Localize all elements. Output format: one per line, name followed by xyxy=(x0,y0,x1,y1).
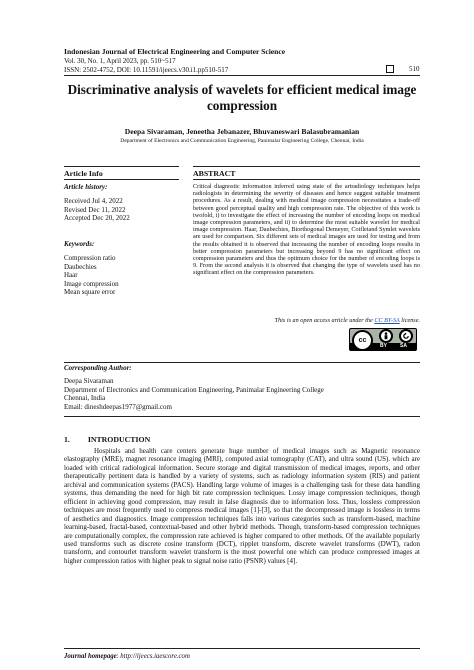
license-badge[interactable] xyxy=(349,328,417,351)
keyword-list xyxy=(64,254,119,297)
by-label: BY xyxy=(380,343,387,349)
author-city: Chennai, India xyxy=(64,394,106,403)
affiliation: Department of Electronics and Communication Engineering, Panimalar Engineering College, Chennai, India xyxy=(120,138,364,144)
open-access-prefix: This is an open access article under the xyxy=(274,317,375,324)
license-link[interactable]: CC BY-SA xyxy=(374,317,400,324)
keyword: Compression ratio xyxy=(64,254,116,262)
volume-line: Vol. 30, No. 1, April 2023, pp. 510~517 xyxy=(64,57,176,65)
share-alike-icon xyxy=(399,329,413,343)
journal-name: Indonesian Journal of Electrical Engineering and Computer Science xyxy=(64,47,286,56)
article-info-heading: Article Info xyxy=(64,169,103,178)
keyword: Mean square error xyxy=(64,288,116,297)
page-number: 510 xyxy=(409,65,420,73)
received-date: Received Jul 4, 2022 xyxy=(64,197,123,205)
homepage-url[interactable]: http://ijeecs.iaescore.com xyxy=(120,653,190,660)
footer-rule xyxy=(64,648,420,649)
cc-icon: cc xyxy=(352,330,373,351)
intro-heading xyxy=(64,435,150,444)
person-icon xyxy=(379,329,393,343)
author-list: Deepa Sivaraman, Jeneetha Jebanazer, Bhuvaneswari Balasubramanian xyxy=(124,127,360,136)
open-access-suffix: license. xyxy=(399,317,420,324)
corresponding-heading: Corresponding Author: xyxy=(64,364,132,372)
abstract-top-rule xyxy=(193,166,420,167)
section-number: 1. xyxy=(64,435,70,444)
author-email[interactable]: Email: dineshdeepas1977@gmail.com xyxy=(64,402,172,411)
author-name: Deepa Sivaraman xyxy=(64,377,114,385)
journal-homepage: Journal homepage: http://ijeecs.iaescore.com xyxy=(64,653,190,660)
keyword: Haar xyxy=(64,271,78,280)
article-info-top-rule xyxy=(64,166,179,167)
corresponding-details xyxy=(64,377,420,411)
title-line-1: Discriminative analysis of wavelets for efficient medical image xyxy=(67,82,417,97)
accepted-date: Accepted Dec 20, 2022 xyxy=(64,214,130,223)
intro-paragraph: Hospitals and health care centers generate huge number of medical images such as Magnetic resonance elastography (MRE), magnet resonance imaging (MRI), computed axial tomography (CAT), and ultra sound (US). which are loaded with critical radiological information. Secure storage and digital transmission of medical images, reports, and other therapeutically pertinent data is handled by a variety of systems, such as radiology information system (RIS) and patient archival and communication systems (PACS). Handling large volume of images is a challenging task for these data handling systems, thus demanding the need for high bit rate compression techniques. Lossy image compression techniques, though efficient in achieving good compression, may result in false diagnosis due to information loss. Thus, lossless compression techniques are most frequently used to compress medical images [1]-[3], so that the decompressed image is lossless in terms of aesthetics and diagnostics. Image compression techniques falls into various categories such as transform-based, machine learning-based, fractal-based, contextual-based and other hybrid methods. Though, transform-based compression techniques are computationally complex, the compression rate achieved is higher compared to other methods. Of the available popularly used transforms such as discrete cosine transform (DCT), ripplet transform, discrete wavelet transforms (DWT), radon transform, and contourlet transform wavelet transform is the most powerful one which can produce compressed images at higher compression ratios with higher peak to signal noise ratio (PSNR) values [4]. xyxy=(64,447,420,565)
corresponding-top-rule xyxy=(64,362,420,363)
title-line-2: compression xyxy=(206,97,278,113)
author-department: Department of Electronics and Communication Engineering, Panimalar Engineering College xyxy=(64,385,324,394)
abstract-heading: ABSTRACT xyxy=(193,169,236,178)
section-title: INTRODUCTION xyxy=(87,435,151,444)
keyword: Daubechies xyxy=(64,262,97,271)
open-access-note xyxy=(193,317,420,324)
keyword: Image compression xyxy=(64,279,119,288)
keywords-heading: Keywords: xyxy=(64,240,95,248)
header-rule xyxy=(64,75,420,76)
article-info-rule xyxy=(64,179,179,180)
corresponding-bottom-rule xyxy=(64,416,420,417)
article-history-heading: Article history: xyxy=(64,183,108,191)
abstract-text: Critical diagnostic information inferred using state of the artradiology techniques helps radiologists in determining the severity of diseases and hence suggest suitable treatment procedures. As a result, dealing with medical image compression necessitates a trade-off between good perceptual quality and high compression rate. The objective of this work is twofold, i) to investigate the effect of increasing the number of encoding loops on medical image compression parameters, and ii) to determine the most suitable wavelet for medical image compression. Haar, Daubechies, Biorthogonal Demeyer, Coifletand Symlet wavelets are used for comparison. Six different sets of medical images are used for testing and from the results obtained it is observed that increasing the number of encoding loops results in better compression parameters but increasing beyond 9 has no significant effect on compression parameters and thus the optimum choice for the number of encoding loops is 9. From the second analysis it is observed that changing the type of wavelets used has no significant effect on the compression parameters. xyxy=(193,183,420,277)
paper-title xyxy=(64,82,420,113)
revised-date: Revised Dec 11, 2022 xyxy=(64,205,126,214)
square-icon xyxy=(386,65,394,73)
homepage-label: Journal homepage xyxy=(64,653,117,660)
abstract-rule xyxy=(193,179,420,180)
history-list xyxy=(64,197,130,223)
issn-doi-line: ISSN: 2502-4752, DOI: 10.11591/ijeecs.v30.i1.pp510-517 xyxy=(64,66,229,74)
sa-label: SA xyxy=(400,343,407,349)
